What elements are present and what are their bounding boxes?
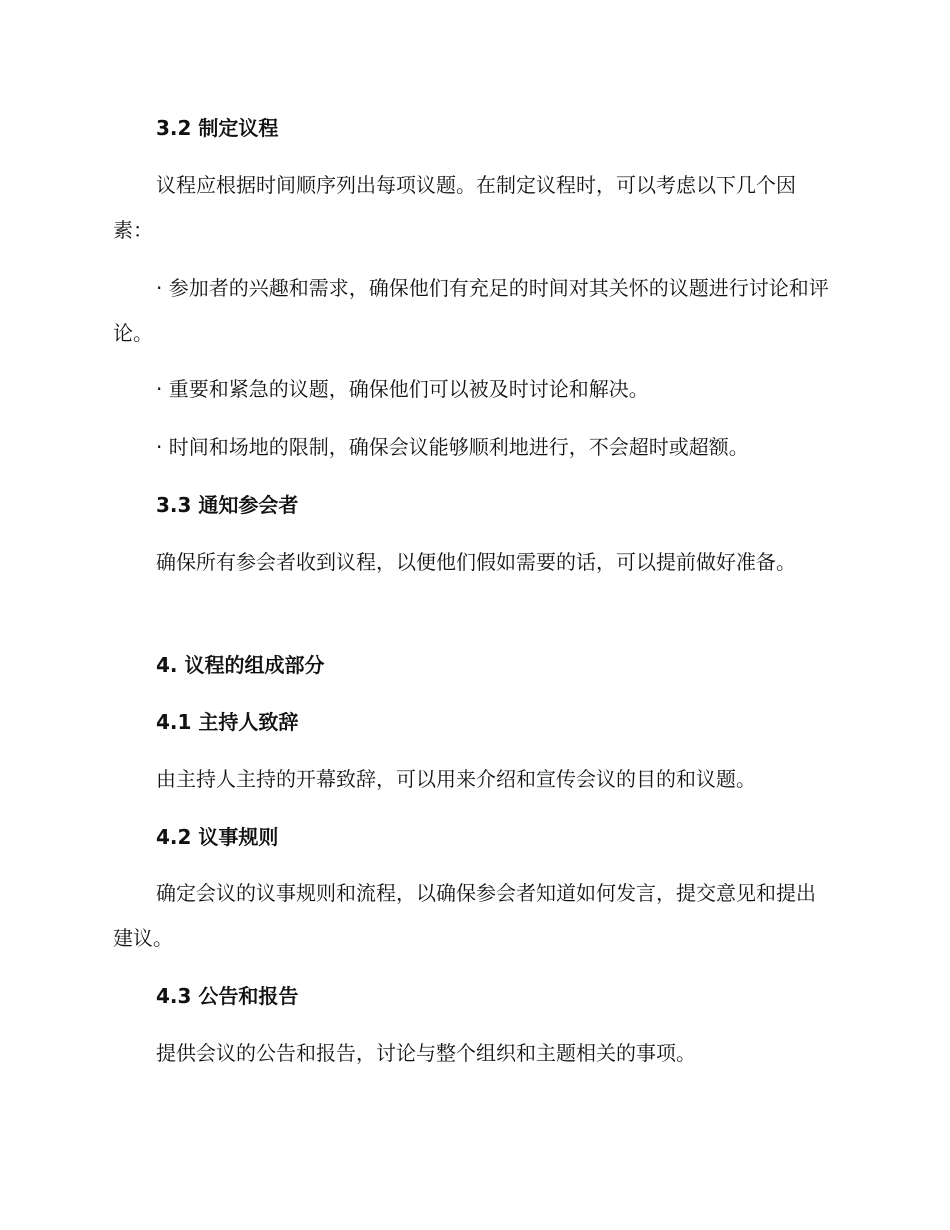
- section-heading-3-2: 3.2 制定议程: [156, 116, 279, 140]
- section-heading-4: 4. 议程的组成部分: [156, 653, 325, 677]
- paragraph-rules-procedure: 确定会议的议事规则和流程，以确保参会者知道如何发言，提交意见和提出建议。: [113, 881, 816, 950]
- bullet-item-time-venue: · 时间和场地的限制，确保会议能够顺利地进行，不会超时或超额。: [156, 435, 749, 459]
- paragraph-agenda-order: 议程应根据时间顺序列出每项议题。在制定议程时，可以考虑以下几个因素：: [113, 173, 796, 242]
- section-heading-4-2: 4.2 议事规则: [156, 825, 279, 849]
- paragraph-notify-attendees: 确保所有参会者收到议程，以便他们假如需要的话，可以提前做好准备。: [156, 550, 796, 574]
- paragraph-announcements-reports: 提供会议的公告和报告，讨论与整个组织和主题相关的事项。: [156, 1041, 696, 1065]
- section-heading-4-1: 4.1 主持人致辞: [156, 710, 299, 734]
- section-heading-3-3: 3.3 通知参会者: [156, 493, 299, 517]
- section-heading-4-3: 4.3 公告和报告: [156, 984, 299, 1008]
- paragraph-opening-speech: 由主持人主持的开幕致辞，可以用来介绍和宣传会议的目的和议题。: [156, 767, 756, 791]
- bullet-item-interests: · 参加者的兴趣和需求，确保他们有充足的时间对其关怀的议题进行讨论和评论。: [113, 276, 829, 345]
- bullet-item-urgent-topics: · 重要和紧急的议题，确保他们可以被及时讨论和解决。: [156, 377, 649, 401]
